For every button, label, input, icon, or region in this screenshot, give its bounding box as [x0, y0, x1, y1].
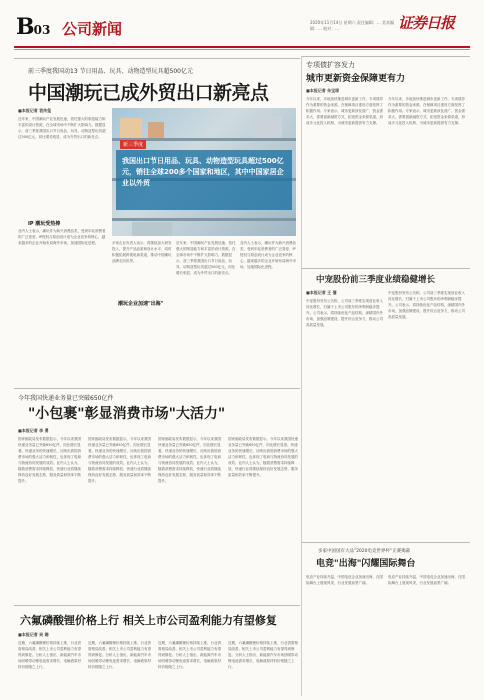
right-2-body-col-2: 中宠股份发布公告称，公司前三季度实现营业收入同比增长，归属于上市公司股东的净利润稳步提升。公司表示，将持续优化产品结构，深耕国内外市场，加强品牌建设，提升综合竞争力，推动公司高质量发展。	[388, 291, 465, 319]
right-3-rule	[302, 542, 470, 543]
photo-tag: 新三季度	[120, 140, 146, 149]
bottom-body-col-4: 近期，六氟磷酸锂价格持续上涨，行业供需格局改善，相关上市公司盈利能力有望得到修复。分析人士指出，新能源汽车市场回暖带动锂电池需求增长，电解液原材料价格随之上行。	[228, 641, 298, 669]
right-2-rule	[302, 268, 470, 269]
mid-body-col-4: 国家邮政局发布数据显示，今年以来我国快递业务量已突破650亿件，同比增长显著。快递业务的快速增长，反映出我国消费市场的强大活力和韧性，也体现了电商与物流协同发展的成效。业内人士认为，随着消费需求持续释放，快递行业将继续保持良好发展态势，服务质量和效率不断提升。	[228, 437, 298, 477]
bottom-rule	[14, 605, 300, 606]
lead-body-col-3: 多家企业负责人表示，将继续加大研发投入，提升产品品质和设计水平，同时积极拓展跨境电商渠道，推动中国潮玩品牌走向世界。	[112, 241, 172, 263]
right-2-headline: 中宠股份前三季度业绩稳健增长	[316, 275, 436, 285]
right-3-body-col-1: 电竞产业持续升温，中国电竞企业加速出海，在国际舞台上展现风采，行业发展前景广阔。	[306, 575, 383, 585]
bottom-byline: ■本报记者 吴 珊	[18, 632, 49, 637]
lead-body-col-5: 业内人士表示，潮玩作为新兴消费品类，受到年轻消费者的广泛喜爱，IP授权与原创设计成为企业竞争的核心，越来越多的企业开始布局海外市场，加速国际化进程。	[240, 241, 296, 269]
bottom-body-col-1: 近期，六氟磷酸锂价格持续上涨，行业供需格局改善，相关上市公司盈利能力有望得到修复。分析人士指出，新能源汽车市场回暖带动锂电池需求增长，电解液原材料价格随之上行。	[18, 641, 81, 669]
page-num: 03	[33, 23, 51, 37]
bottom-body-col-2: 近期，六氟磷酸锂价格持续上涨，行业供需格局改善，相关上市公司盈利能力有望得到修复。分析人士指出，新能源汽车市场回暖带动锂电池需求增长，电解液原材料价格随之上行。	[88, 641, 151, 669]
right-2-body-col-1: 中宠股份发布公告称，公司前三季度实现营业收入同比增长，归属于上市公司股东的净利润稳步提升。公司表示，将持续优化产品结构，深耕国内外市场，加强品牌建设，提升综合竞争力，推动公司高质量发展。	[306, 299, 383, 327]
right-3-headline: 电竞"出海"闪耀国际舞台	[316, 559, 416, 569]
header-meta: 2020年11月14日 星期六 责任编辑：... 美术编辑：... 校对：...	[310, 20, 394, 31]
right-1-kicker: 专项债扩容发力	[306, 61, 355, 69]
bottom-body-col-3: 近期，六氟磷酸锂价格持续上涨，行业供需格局改善，相关上市公司盈利能力有望得到修复。分析人士指出，新能源汽车市场回暖带动锂电池需求增长，电解液原材料价格随之上行。	[158, 641, 221, 669]
lead-byline: ■本报记者 袁传玺	[18, 108, 52, 113]
mid-body-col-3: 国家邮政局发布数据显示，今年以来我国快递业务量已突破650亿件，同比增长显著。快递业务的快速增长，反映出我国消费市场的强大活力和韧性，也体现了电商与物流协同发展的成效。业内人士认为，随着消费需求持续释放，快递行业将继续保持良好发展态势，服务质量和效率不断提升。	[158, 437, 221, 483]
mid-headline: "小包裹"彰显消费市场"大活力"	[28, 406, 226, 422]
mid-byline: ■本报记者 李 勇	[18, 428, 49, 433]
right-3-kicker: 多家中国国有大品"2020电竞世界杯"正赛揭幕	[318, 549, 411, 554]
right-1-headline: 城市更新资金保障更有力	[306, 74, 406, 84]
photo-caption-box	[116, 142, 292, 210]
right-1-body-col-2: 今年以来，多地加快推进城市更新工作，专项债券作为重要的资金来源，在保障项目建设方面发挥了积极作用。专家表示，城市更新涉及面广、资金需求大，需要创新融资方式，拓宽资金来源渠道，形成多元化投入机制，为城市更新提供有力支撑。	[388, 97, 465, 125]
column-divider	[301, 56, 302, 696]
lead-subhead-1: IP 潮玩受热捧	[28, 221, 61, 227]
lead-subhead-2: 潮玩企业加速"出海"	[118, 301, 164, 307]
lead-body-col-1: 近年来，中国潮玩产业发展迅速，依托强大的制造能力和丰富的设计资源，在全球市场中不断扩大影响力。数据显示，前三季度我国出口节日用品、玩具、动物造型玩具超过500亿元，同比增长明显，成为外贸出口的新亮点。	[18, 117, 106, 139]
right-1-byline: ■本报记者 朱宝琛	[306, 88, 340, 93]
mid-body-col-1: 国家邮政局发布数据显示，今年以来我国快递业务量已突破650亿件，同比增长显著。快递业务的快速增长，反映出我国消费市场的强大活力和韧性，也体现了电商与物流协同发展的成效。业内人士认为，随着消费需求持续释放，快递行业将继续保持良好发展态势，服务质量和效率不断提升。	[18, 437, 81, 483]
mid-rule	[14, 388, 300, 389]
header-rule	[14, 46, 470, 48]
paper-logo: 证券日报	[398, 14, 455, 32]
lead-body-col-4: 近年来，中国潮玩产业发展迅速，依托强大的制造能力和丰富的设计资源，在全球市场中不断扩大影响力。数据显示，前三季度我国出口节日用品、玩具、动物造型玩具超过500亿元，同比增长明显，成为外贸出口的新亮点。	[176, 241, 236, 275]
page-letter: B	[16, 14, 34, 40]
photo-caption: 我国出口节日用品、玩具、动物造型玩具超过500亿元，销往全球200多个国家和地区，其中中国家居企业以外贸	[122, 157, 284, 187]
lead-kicker: 前三季度我国动13 节日用品、玩具、动物造型玩具超500亿元	[28, 68, 193, 75]
page-number	[16, 14, 50, 40]
right-3-body-col-2: 电竞产业持续升温，中国电竞企业加速出海，在国际舞台上展现风采，行业发展前景广阔。	[388, 575, 465, 585]
right-1-body-col-1: 今年以来，多地加快推进城市更新工作，专项债券作为重要的资金来源，在保障项目建设方面发挥了积极作用。专家表示，城市更新涉及面广、资金需求大，需要创新融资方式，拓宽资金来源渠道，形成多元化投入机制，为城市更新提供有力支撑。	[306, 97, 383, 125]
mid-kicker: 今年我国快递业务量已突破650亿件	[18, 395, 114, 402]
mid-body-col-2: 国家邮政局发布数据显示，今年以来我国快递业务量已突破650亿件，同比增长显著。快递业务的快速增长，反映出我国消费市场的强大活力和韧性，也体现了电商与物流协同发展的成效。业内人士认为，随着消费需求持续释放，快递行业将继续保持良好发展态势，服务质量和效率不断提升。	[88, 437, 151, 483]
section-title: 公司新闻	[62, 20, 123, 38]
lead-headline: 中国潮玩已成外贸出口新亮点	[28, 82, 269, 104]
right-2-byline: ■本报记者 王 僖	[306, 290, 337, 295]
bottom-headline: 六氟磷酸锂价格上行 相关上市公司盈利能力有望修复	[20, 614, 277, 627]
lead-body-col-2: 业内人士表示，潮玩作为新兴消费品类，受到年轻消费者的广泛喜爱，IP授权与原创设计成为企业竞争的核心，越来越多的企业开始布局海外市场，加速国际化进程。	[18, 229, 106, 245]
right-article-frame	[302, 56, 470, 57]
header-rule-thin	[14, 49, 470, 50]
